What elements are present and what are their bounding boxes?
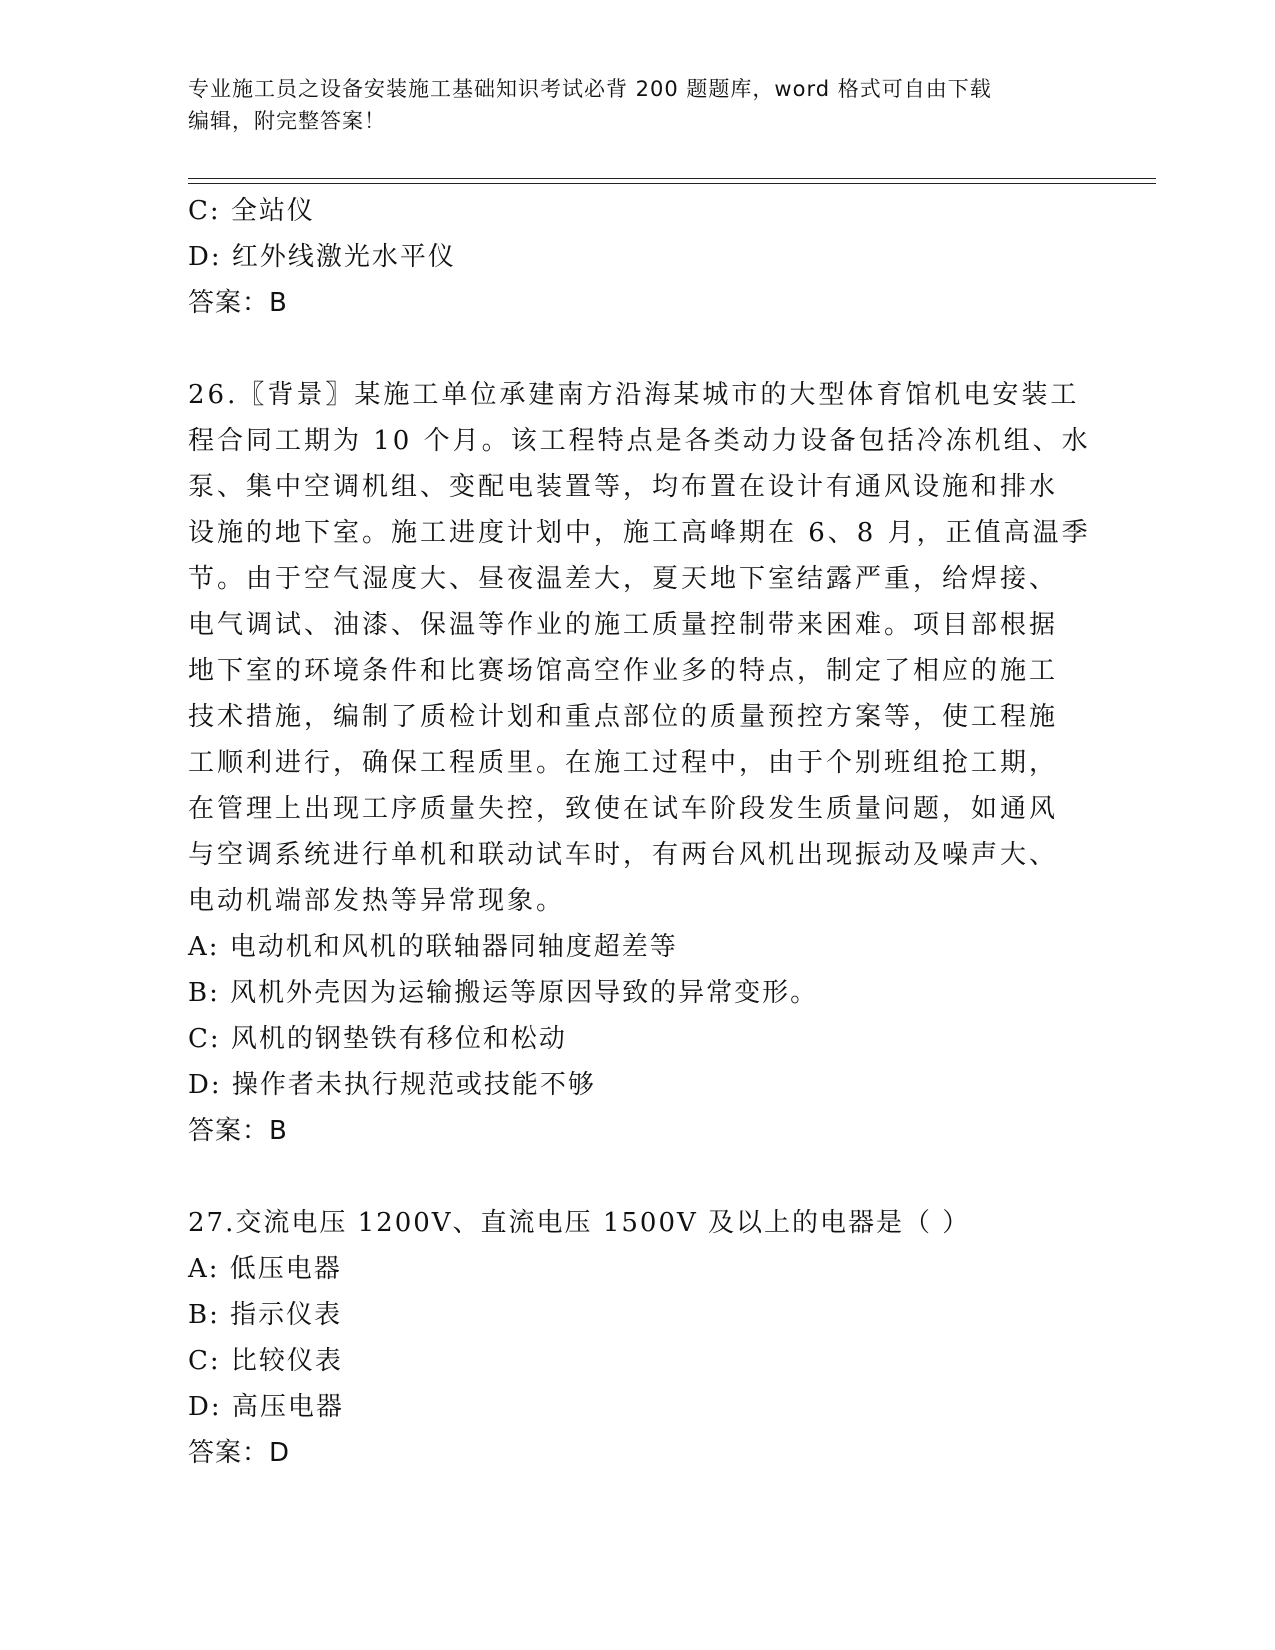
question-26-stem-line: 设施的地下室。施工进度计划中，施工高峰期在 6、8 月，正值高温季 bbox=[188, 518, 1091, 548]
question-27-option-c: C: 比较仪表 bbox=[188, 1346, 343, 1376]
question-26-stem-line: 在管理上出现工序质量失控，致使在试车阶段发生质量问题，如通风 bbox=[188, 794, 1059, 824]
question-26-stem-line: 与空调系统进行单机和联动试车时，有两台风机出现振动及噪声大、 bbox=[188, 840, 1059, 870]
question-26-stem-line: 技术措施，编制了质检计划和重点部位的质量预控方案等，使工程施 bbox=[188, 702, 1059, 732]
question-27-option-a: A: 低压电器 bbox=[188, 1254, 342, 1284]
question-27-option-d: D: 高压电器 bbox=[188, 1392, 344, 1422]
question-26-stem-line: 地下室的环境条件和比赛场馆高空作业多的特点，制定了相应的施工 bbox=[188, 656, 1059, 686]
question-27-answer: 答案：D bbox=[188, 1438, 291, 1468]
question-26-option-b: B: 风机外壳因为运输搬运等原因导致的异常变形。 bbox=[188, 978, 819, 1008]
document-body bbox=[188, 188, 1091, 1476]
header-divider-top bbox=[188, 178, 1156, 179]
spacer bbox=[188, 1154, 1088, 1200]
question-26-stem-line: 电气调试、油漆、保温等作业的施工质量控制带来困难。项目部根据 bbox=[188, 610, 1059, 640]
question-26-stem-line: 电动机端部发热等异常现象。 bbox=[188, 886, 566, 916]
spacer bbox=[188, 326, 1088, 372]
question-26 bbox=[188, 372, 1091, 1154]
document-header bbox=[188, 73, 1088, 137]
header-title-line-2: 编辑，附完整答案！ bbox=[188, 109, 386, 133]
question-26-answer: 答案：B bbox=[188, 1116, 288, 1146]
question-25-option-c: C: 全站仪 bbox=[188, 196, 315, 226]
question-25-answer: 答案：B bbox=[188, 288, 288, 318]
header-divider-bottom bbox=[188, 183, 1156, 184]
question-26-option-a: A: 电动机和风机的联轴器同轴度超差等 bbox=[188, 932, 678, 962]
question-26-stem bbox=[188, 372, 1091, 924]
question-26-stem-line: 26.〖背景〗某施工单位承建南方沿海某城市的大型体育馆机电安装工 bbox=[188, 380, 1080, 410]
question-26-stem-line: 工顺利进行，确保工程质里。在施工过程中，由于个别班组抢工期， bbox=[188, 748, 1059, 778]
question-26-stem-line: 节。由于空气湿度大、昼夜温差大，夏天地下室结露严重，给焊接、 bbox=[188, 564, 1059, 594]
question-26-option-d: D: 操作者未执行规范或技能不够 bbox=[188, 1070, 596, 1100]
question-27-stem: 27.交流电压 1200V、直流电压 1500V 及以上的电器是（ ） bbox=[188, 1208, 971, 1238]
question-27 bbox=[188, 1200, 1088, 1476]
question-26-stem-line: 程合同工期为 10 个月。该工程特点是各类动力设备包括冷冻机组、水 bbox=[188, 426, 1091, 456]
question-26-stem-line: 泵、集中空调机组、变配电装置等，均布置在设计有通风设施和排水 bbox=[188, 472, 1059, 502]
question-25-option-d: D: 红外线激光水平仪 bbox=[188, 242, 456, 272]
question-27-option-b: B: 指示仪表 bbox=[188, 1300, 343, 1330]
question-25-tail bbox=[188, 188, 1088, 326]
question-26-option-c: C: 风机的钢垫铁有移位和松动 bbox=[188, 1024, 567, 1054]
header-title-line-1: 专业施工员之设备安装施工基础知识考试必背 200 题题库，word 格式可自由下载 bbox=[188, 77, 992, 101]
